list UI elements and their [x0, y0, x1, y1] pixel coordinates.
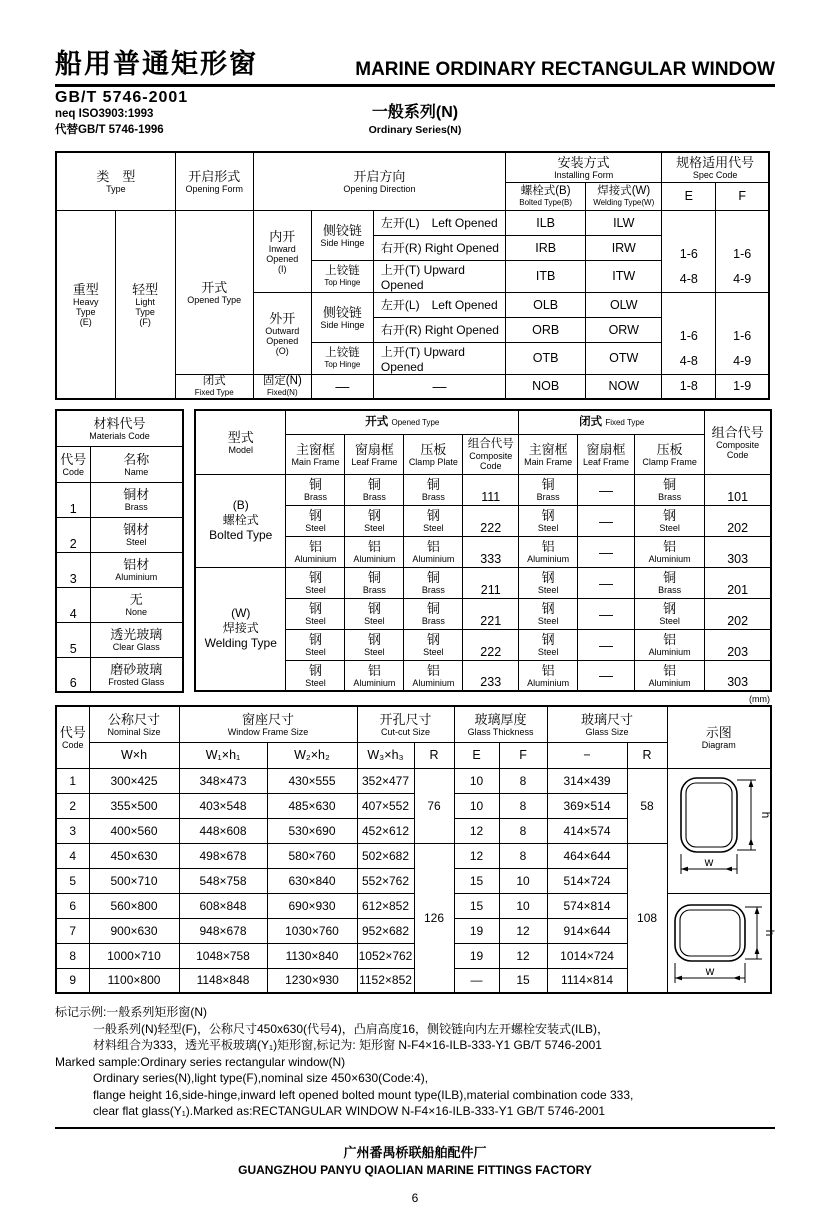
cell-olw: OLW — [586, 292, 662, 317]
series-title-en: Ordinary Series(N) — [368, 124, 462, 136]
table-row — [195, 474, 771, 505]
cell-glass: 464×644 — [547, 843, 627, 868]
cell: 钢 Steel — [286, 567, 345, 598]
cell: 铜 Brass — [634, 567, 704, 598]
cell-f: 15 — [499, 968, 547, 993]
cell: 钢 Steel — [404, 629, 463, 660]
th-mat-name: 名称 Name — [90, 446, 183, 482]
page-number: 6 — [411, 1190, 419, 1205]
cell-glass: 914×644 — [547, 918, 627, 943]
cell: 铝 Aluminium — [519, 536, 578, 567]
cell-e: 15 — [454, 868, 499, 893]
page-header — [55, 42, 775, 87]
th-col-e: E — [662, 182, 716, 210]
cell-spec-out-e: 1-6 4-8 — [662, 292, 716, 374]
cell: 钢 Steel — [519, 567, 578, 598]
th-installing-form: 安装方式 Installing Form — [506, 152, 662, 182]
cell-dash: — — [578, 567, 635, 598]
th-bolted: 螺栓式(B) Bolted Type(B) — [506, 182, 586, 210]
cell: 铝 Aluminium — [519, 660, 578, 691]
cell-dash: — — [578, 505, 635, 536]
cell-wh: 1000×710 — [89, 943, 179, 968]
th-glass-r: R — [627, 742, 667, 768]
th-composite-open: 组合代号 Composite Code — [463, 434, 519, 474]
cell-glass: 414×574 — [547, 818, 627, 843]
cell-itw: ITW — [586, 260, 662, 292]
model-combination-table — [194, 409, 772, 692]
cell-otw: OTW — [586, 342, 662, 374]
cell-side-hinge-2: 侧铰链 Side Hinge — [311, 292, 373, 342]
th-opening-direction: 开启方向 Opening Direction — [253, 152, 505, 210]
cell-w1h1: 1148×848 — [179, 968, 267, 993]
standard-replaces: 代替GB/T 5746-1996 — [55, 124, 164, 136]
cell-wh: 300×425 — [89, 768, 179, 793]
cell-w3h3: 352×477 — [357, 768, 414, 793]
window-diagram-portrait-svg — [669, 770, 773, 892]
cell-mat-name: 铜材 Brass — [90, 482, 183, 517]
cell: 铜 Brass — [404, 567, 463, 598]
cell-dash: — — [578, 629, 635, 660]
cell-w2h2: 1130×840 — [267, 943, 357, 968]
cell-mat-code: 5 — [56, 622, 90, 657]
th-leaf-frame-fixed: 窗扇框 Leaf Frame — [578, 434, 635, 474]
cell-code: 4 — [56, 843, 89, 868]
svg-text:w: w — [705, 963, 715, 978]
cell-e: 10 — [454, 793, 499, 818]
cell-spec-fix-f: 1-9 — [716, 374, 769, 399]
cell-inward: 内开 Inward Opened (I) — [253, 210, 311, 292]
cell-composite-code: 203 — [705, 629, 771, 660]
table-row — [56, 622, 183, 657]
cell-side-hinge: 侧铰链 Side Hinge — [311, 210, 373, 260]
cell-w1h1: 348×473 — [179, 768, 267, 793]
cell-glass: 314×439 — [547, 768, 627, 793]
cell-cut-r-small: 76 — [414, 768, 454, 843]
cell-otb: OTB — [506, 342, 586, 374]
table-row — [56, 843, 771, 868]
th-clamp-frame-fixed: 压板 Clamp Frame — [634, 434, 704, 474]
th-welding: 焊接式(W) Welding Type(W) — [586, 182, 662, 210]
cell-orw: ORW — [586, 317, 662, 342]
cell-code: 6 — [56, 893, 89, 918]
cell: 钢 Steel — [634, 598, 704, 629]
cell-e: 19 — [454, 918, 499, 943]
cell-dash: — — [311, 374, 373, 399]
th-thick-e: E — [454, 742, 499, 768]
window-diagram-landscape — [667, 893, 777, 993]
cell: 铜 Brass — [404, 474, 463, 505]
note-line: flange height 16,side-hinge,inward left opened bolted mount type(ILB),material combination code 333, — [93, 1087, 634, 1102]
svg-text:h: h — [762, 929, 777, 937]
unit-label: (mm) — [749, 694, 770, 704]
table-row — [56, 517, 183, 552]
standard-neq: neq ISO3903:1993 — [55, 108, 154, 120]
cell-left-opened: 左开(L) Left Opened — [373, 210, 505, 235]
cell: 钢 Steel — [286, 660, 345, 691]
cell-glass-r-small: 58 — [627, 768, 667, 843]
th-dim-code: 代号 Code — [56, 706, 89, 768]
cell-ilw: ILW — [586, 210, 662, 235]
cell-w3h3: 552×762 — [357, 868, 414, 893]
cell-olb: OLB — [506, 292, 586, 317]
cell-w1h1: 498×678 — [179, 843, 267, 868]
cell-spec-in-e: 1-6 4-8 — [662, 210, 716, 292]
cell-spec-fix-e: 1-8 — [662, 374, 716, 399]
cell-w2h2: 630×840 — [267, 868, 357, 893]
th-cut-size: 开孔尺寸 Cut-cut Size — [357, 706, 454, 742]
cell: 铜 Brass — [345, 474, 404, 505]
cell-wh: 1100×800 — [89, 968, 179, 993]
cell-mat-code: 6 — [56, 657, 90, 692]
th-window-frame-size: 窗座尺寸 Window Frame Size — [179, 706, 357, 742]
cell-composite-code: 222 — [463, 629, 519, 660]
cell-e: 15 — [454, 893, 499, 918]
cell-dash: — — [373, 374, 505, 399]
cell-wh: 400×560 — [89, 818, 179, 843]
cell-composite-code: 201 — [705, 567, 771, 598]
cell-top-hinge: 上铰链 Top Hinge — [311, 260, 373, 292]
th-fixed-group: 闭式 Fixed Type — [519, 410, 705, 434]
cell-w1h1: 1048×758 — [179, 943, 267, 968]
th-model: 型式 Model — [195, 410, 286, 474]
cell-top-hinge-2: 上铰链 Top Hinge — [311, 342, 373, 374]
cell-up-opened-2: 上开(T) Upward Opened — [373, 342, 505, 374]
table-row — [56, 587, 183, 622]
dimensions-table — [55, 705, 777, 994]
page-title-zh: 船用普通矩形窗 — [55, 49, 258, 79]
cell: 钢 Steel — [345, 505, 404, 536]
th-mat-code: 代号 Code — [56, 446, 90, 482]
th-composite-fixed: 组合代号 Composite Code — [705, 410, 771, 474]
cell-w1h1: 403×548 — [179, 793, 267, 818]
cell-w2h2: 1030×760 — [267, 918, 357, 943]
cell-e: — — [454, 968, 499, 993]
cell-composite-code: 303 — [705, 536, 771, 567]
cell: 铝 Aluminium — [286, 536, 345, 567]
cell-composite-code: 233 — [463, 660, 519, 691]
cell-w2h2: 485×630 — [267, 793, 357, 818]
note-line: Ordinary series(N),light type(F),nominal size 450×630(Code:4), — [93, 1071, 429, 1085]
table-row — [56, 482, 183, 517]
cell-code: 2 — [56, 793, 89, 818]
cell-e: 10 — [454, 768, 499, 793]
marking-notes — [55, 1004, 775, 1120]
materials-model-zone — [55, 409, 775, 693]
cell: 钢 Steel — [519, 629, 578, 660]
cell-outward: 外开 Outward Opened (O) — [253, 292, 311, 374]
cell-heavy-type: 重型 Heavy Type (E) — [56, 210, 115, 399]
cell-light-type: 轻型 Light Type (F) — [115, 210, 175, 399]
cell-now: NOW — [586, 374, 662, 399]
cell-dash: — — [578, 536, 635, 567]
cell-w2h2: 1230×930 — [267, 968, 357, 993]
cell-mat-name: 磨砂玻璃 Frosted Glass — [90, 657, 183, 692]
table-row — [56, 552, 183, 587]
th-w3h3: W₃×h₃ — [357, 742, 414, 768]
cell-left-opened-2: 左开(L) Left Opened — [373, 292, 505, 317]
cell-f: 8 — [499, 818, 547, 843]
cell-fixed-type: 闭式 Fixed Type — [175, 374, 253, 399]
cell-f: 8 — [499, 843, 547, 868]
cell: 钢 Steel — [345, 629, 404, 660]
cell-irb: IRB — [506, 235, 586, 260]
cell-code: 1 — [56, 768, 89, 793]
cell-code: 3 — [56, 818, 89, 843]
cell-up-opened: 上开(T) Upward Opened — [373, 260, 505, 292]
cell: 钢 Steel — [286, 598, 345, 629]
th-materials-code: 材料代号 Materials Code — [56, 410, 183, 446]
cell-w3h3: 502×682 — [357, 843, 414, 868]
cell-right-opened-2: 右开(R) Right Opened — [373, 317, 505, 342]
cell-code: 8 — [56, 943, 89, 968]
cell: 铜 Brass — [345, 567, 404, 598]
th-w2h2: W₂×h₂ — [267, 742, 357, 768]
cell-e: 19 — [454, 943, 499, 968]
cell-composite-code: 202 — [705, 505, 771, 536]
cell: 铜 Brass — [286, 474, 345, 505]
cell: 铝 Aluminium — [345, 660, 404, 691]
th-main-frame-fixed: 主窗框 Main Frame — [519, 434, 578, 474]
cell-ilb: ILB — [506, 210, 586, 235]
cell: 钢 Steel — [519, 598, 578, 629]
cell-code: 7 — [56, 918, 89, 943]
cell-w3h3: 952×682 — [357, 918, 414, 943]
cell-spec-in-f: 1-6 4-9 — [716, 210, 769, 292]
cell: 铝 Aluminium — [634, 536, 704, 567]
cell-w1h1: 948×678 — [179, 918, 267, 943]
cell: 钢 Steel — [286, 505, 345, 536]
page-title-en: MARINE ORDINARY RECTANGULAR WINDOW — [355, 59, 775, 80]
cell-mat-name: 钢材 Steel — [90, 517, 183, 552]
cell-w2h2: 530×690 — [267, 818, 357, 843]
cell-glass: 514×724 — [547, 868, 627, 893]
cell-mat-code: 1 — [56, 482, 90, 517]
cell-dash: — — [578, 598, 635, 629]
cell-f: 12 — [499, 943, 547, 968]
table-row — [56, 657, 183, 692]
cell-mat-name: 无 None — [90, 587, 183, 622]
standard-code: GB/T 5746-2001 — [55, 89, 189, 106]
cell: 钢 Steel — [519, 505, 578, 536]
cell-nob: NOB — [506, 374, 586, 399]
note-line: 一般系列(N)轻型(F)，公称尺寸450x630(代号4)，凸肩高度16，侧铰链向内左开螺栓安装式(ILB)， — [93, 1021, 610, 1036]
window-diagram-landscape-svg — [669, 895, 777, 991]
note-line: clear flat glass(Y₁).Marked as:RECTANGULAR WINDOW N-F4×16-ILB-333-Y1 GB/T 5746-2001 — [93, 1104, 606, 1118]
cell-f: 10 — [499, 868, 547, 893]
cell-mat-code: 3 — [56, 552, 90, 587]
th-leaf-frame: 窗扇框 Leaf Frame — [345, 434, 404, 474]
cell-glass: 574×814 — [547, 893, 627, 918]
th-col-f: F — [716, 182, 769, 210]
cell-wh: 560×800 — [89, 893, 179, 918]
series-title-zh: 一般系列(N) — [371, 104, 459, 121]
cell: 钢 Steel — [345, 598, 404, 629]
th-main-frame: 主窗框 Main Frame — [286, 434, 345, 474]
svg-text:w: w — [704, 854, 714, 869]
th-spec-code: 规格适用代号 Spec Code — [662, 152, 769, 182]
cell-mat-name: 铝材 Aluminium — [90, 552, 183, 587]
cell-code: 9 — [56, 968, 89, 993]
cell-w3h3: 612×852 — [357, 893, 414, 918]
cell-composite-code: 303 — [705, 660, 771, 691]
cell-w3h3: 1052×762 — [357, 943, 414, 968]
cell: 铝 Aluminium — [404, 536, 463, 567]
window-diagram-portrait — [667, 768, 771, 893]
table-row — [56, 768, 771, 793]
cell-e: 12 — [454, 818, 499, 843]
cell-f: 12 — [499, 918, 547, 943]
note-line: 标记示例:一般系列矩形窗(N) — [55, 1005, 207, 1019]
cell: 钢 Steel — [634, 505, 704, 536]
svg-text:h: h — [758, 811, 773, 818]
factory-name-zh: 广州番禺桥联船舶配件厂 — [343, 1144, 487, 1160]
cell-f: 8 — [499, 768, 547, 793]
th-thick-f: F — [499, 742, 547, 768]
cell-w2h2: 580×760 — [267, 843, 357, 868]
cell: 铜 Brass — [519, 474, 578, 505]
note-line: Marked sample:Ordinary series rectangular window(N) — [55, 1054, 346, 1069]
cell-composite-code: 221 — [463, 598, 519, 629]
cell-w3h3: 1152×852 — [357, 968, 414, 993]
cell-w3h3: 452×612 — [357, 818, 414, 843]
cell-dash: — — [578, 660, 635, 691]
th-w1h1: W₁×h₁ — [179, 742, 267, 768]
cell: 铝 Aluminium — [634, 629, 704, 660]
cell: 铝 Aluminium — [404, 660, 463, 691]
cell-welding-model: (W) 焊接式 Welding Type — [195, 567, 286, 691]
cell-f: 8 — [499, 793, 547, 818]
cell-w2h2: 430×555 — [267, 768, 357, 793]
cell-mat-code: 2 — [56, 517, 90, 552]
cell-wh: 450×630 — [89, 843, 179, 868]
cell-composite-code: 202 — [705, 598, 771, 629]
cell-e: 12 — [454, 843, 499, 868]
cell: 钢 Steel — [286, 629, 345, 660]
cell-wh: 355×500 — [89, 793, 179, 818]
cell-composite-code: 101 — [705, 474, 771, 505]
cell-wh: 900×630 — [89, 918, 179, 943]
cell: 铝 Aluminium — [345, 536, 404, 567]
th-diagram: 示图 Diagram — [667, 706, 771, 768]
cell-spec-out-f: 1-6 4-9 — [716, 292, 769, 374]
cell-fixed-n: 固定(N) Fixed(N) — [253, 374, 311, 399]
cell-wh: 500×710 — [89, 868, 179, 893]
cell-f: 10 — [499, 893, 547, 918]
cell: 钢 Steel — [404, 505, 463, 536]
cell-w1h1: 608×848 — [179, 893, 267, 918]
factory-name-en: GUANGZHOU PANYU QIAOLIAN MARINE FITTINGS FACTORY — [238, 1162, 592, 1177]
th-opened-group: 开式 Opened Type — [286, 410, 519, 434]
th-wh: W×h — [89, 742, 179, 768]
series-title — [55, 99, 775, 136]
cell-w3h3: 407×552 — [357, 793, 414, 818]
cell: 铝 Aluminium — [634, 660, 704, 691]
page-footer — [55, 1127, 775, 1205]
cell-composite-code: 111 — [463, 474, 519, 505]
cell-mat-code: 4 — [56, 587, 90, 622]
type-opening-table — [55, 151, 770, 400]
th-glass-thickness: 玻璃厚度 Glass Thickness — [454, 706, 547, 742]
cell-mat-name: 透光玻璃 Clear Glass — [90, 622, 183, 657]
cell-composite-code: 333 — [463, 536, 519, 567]
standard-block — [55, 87, 775, 145]
materials-code-table — [55, 409, 184, 693]
cell: 铜 Brass — [404, 598, 463, 629]
cell-w1h1: 448×608 — [179, 818, 267, 843]
th-cut-r: R — [414, 742, 454, 768]
cell-itb: ITB — [506, 260, 586, 292]
cell-glass: 369×514 — [547, 793, 627, 818]
cell-opened-type: 开式 Opened Type — [175, 210, 253, 374]
th-glass-size: 玻璃尺寸 Glass Size — [547, 706, 667, 742]
cell: 铜 Brass — [634, 474, 704, 505]
cell-composite-code: 211 — [463, 567, 519, 598]
table-row — [195, 567, 771, 598]
cell-composite-code: 222 — [463, 505, 519, 536]
note-line: 材料组合为333，透光平板玻璃(Y₁)矩形窗,标记为: 矩形窗 N-F4×16-ILB-333-Y1 GB/T 5746-2001 — [93, 1038, 602, 1052]
th-clamp-plate: 压板 Clamp Plate — [404, 434, 463, 474]
cell-glass-r-large: 108 — [627, 843, 667, 993]
cell-glass: 1014×724 — [547, 943, 627, 968]
cell-w2h2: 690×930 — [267, 893, 357, 918]
cell-orb: ORB — [506, 317, 586, 342]
th-glass-dash: − — [547, 742, 627, 768]
th-nominal-size: 公称尺寸 Nominal Size — [89, 706, 179, 742]
cell-dash: — — [578, 474, 635, 505]
cell-right-opened: 右开(R) Right Opened — [373, 235, 505, 260]
cell-bolted-model: (B) 螺栓式 Bolted Type — [195, 474, 286, 567]
cell-code: 5 — [56, 868, 89, 893]
cell-w1h1: 548×758 — [179, 868, 267, 893]
th-opening-form: 开启形式 Opening Form — [175, 152, 253, 210]
cell-cut-r-large: 126 — [414, 843, 454, 993]
cell-glass: 1114×814 — [547, 968, 627, 993]
th-type: 类 型 Type — [56, 152, 175, 210]
cell-irw: IRW — [586, 235, 662, 260]
